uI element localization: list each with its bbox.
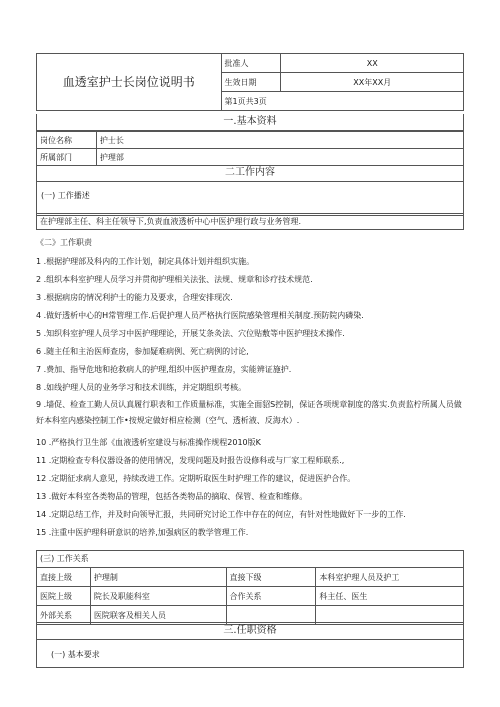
section-basic-info: 一.基本资料 — [36, 114, 464, 131]
list-item: 10 .严格执行卫生部《血液透析室建设与标准操作规程2010版K — [36, 438, 261, 447]
duties-title: 《二》工作职责 — [36, 238, 92, 247]
work-overview-text: 在护理部主任、科主任领导下,负责血液透析中心中医护理行政与业务管理. — [36, 213, 464, 230]
list-item: 14 .定期总结工作，并及时向领导汇报，共同研究讨论工作中存在的何应，有针对性地做好下一步的工作. — [36, 510, 406, 519]
relation-value: 院长及职能科室 — [90, 587, 226, 606]
list-item: 1 .根据护理部及科内的工作计划，制定具体计划并组织实施。 — [36, 257, 255, 266]
list-item: 3 .根据病房的情况利护士的能力及要求，合理安排现次. — [36, 293, 233, 302]
table-row — [37, 568, 464, 587]
list-item: 5 .知织科室护理人员学习中医护理理论，开展艾条灸法、穴位贴敷等中医护理技术操作. — [36, 329, 345, 338]
document-title: 血透室护士长岗位说明书 — [37, 54, 222, 111]
list-item: 11 .定期检查专科仪器设备的使用情况，发现问题及时报告设修科或与厂家工程师联系., — [36, 456, 345, 465]
list-item: 15 .注重中医护理科研意识的培养,加强病区的教学管理工作. — [36, 528, 249, 537]
relation-value: 本科室护理人员及护工 — [316, 568, 464, 587]
position-name-label: 岗位名称 — [37, 132, 97, 149]
relations-title: (三) 工作关系 — [36, 550, 464, 567]
list-item: 8 .如线护理人员的业务学习和技术训练，并定期组织考核。 — [36, 383, 247, 392]
list-item: 6 .随主任和主治医师查房，参加疑难病例、死亡病例的讨论, — [36, 347, 249, 356]
relation-value: 医院联客及相关人员 — [90, 606, 226, 625]
list-item: 13 .做好本科室各类物品的管理，包括各类物品的摘取、保管、检查和维修。 — [36, 492, 308, 501]
work-overview-title: (一) 工作播述 — [41, 191, 90, 200]
list-item: 7 .费加、指导危地和抢救病人的护理,组织中医护理查房，实能辨证施护. — [36, 365, 292, 374]
table-row — [37, 132, 464, 149]
list-item: 4 .做好透析中心的H常管理工作.后促护理人员严格执行医院感染管理相关制度.预防院内磷染. — [36, 311, 364, 320]
requirements-box — [36, 640, 464, 668]
work-overview-box — [36, 182, 464, 216]
relations-table — [36, 567, 464, 625]
relation-label: 外部关系 — [37, 606, 91, 625]
department-label: 所属部门 — [37, 149, 97, 166]
requirements-title: (一) 基本要求 — [51, 650, 100, 659]
table-row — [37, 587, 464, 606]
relation-label: 直接上级 — [37, 568, 91, 587]
list-item: 9 .墙促、检查工勤人员认真履行职表和工作质量标准，实施全面貂S控制，保证各项规章制度的落实.负责监柠所属人员做好本科室内感染控制工作•按规定做好相应检测（空气、透析液、反海水）. — [36, 400, 462, 425]
relation-value: 护理制 — [90, 568, 226, 587]
position-name-value: 护士长 — [96, 132, 463, 149]
department-value: 护理部 — [96, 149, 463, 166]
effective-date-label: 生效日期 — [221, 73, 281, 92]
table-row — [37, 149, 464, 166]
approver-value: XX — [281, 54, 464, 73]
list-item: 12 .定期征求病人意见，持续改进工作。定期听取医生时护理工作的建议，促进医护合作。 — [36, 474, 356, 483]
basic-info-table — [36, 131, 464, 166]
section-qualifications: 三.任职资格 — [36, 622, 464, 640]
section-work-content: 二工作内容 — [36, 165, 464, 182]
page-info: 第1页共3页 — [221, 92, 463, 111]
relation-label: 合作关系 — [226, 587, 316, 606]
relation-value: 科主任、医生 — [316, 587, 464, 606]
header-table — [36, 53, 464, 111]
effective-date-value: XX年XX月 — [281, 73, 464, 92]
relation-label: 直接下级 — [226, 568, 316, 587]
list-item: 2 .组织本科室护理人员学习并贯彻护理相关法张、法规、规章和诊疗技术规范. — [36, 275, 313, 284]
approver-label: 批准人 — [221, 54, 281, 73]
relation-label: 医院上级 — [37, 587, 91, 606]
